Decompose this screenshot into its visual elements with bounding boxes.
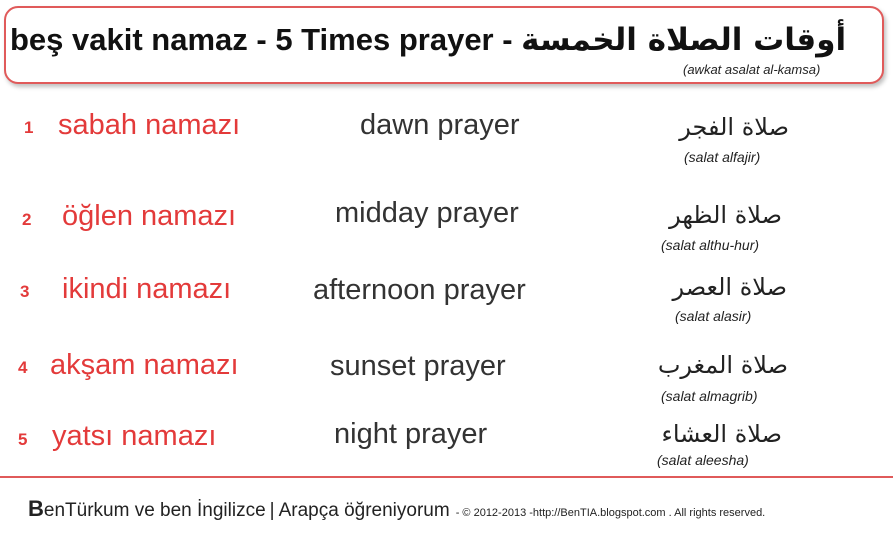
copyright-notice: - © 2012-2013 -http://BenTIA.blogspot.com . All rights reserved.	[455, 507, 766, 519]
arabic-term: صلاة العشاء	[661, 420, 782, 448]
row-number: 5	[18, 430, 28, 449]
turkish-term: ikindi namazı	[62, 273, 232, 305]
brand-tagline: Arapça öğreniyorum	[278, 500, 450, 521]
page-title	[10, 22, 846, 58]
turkish-term: akşam namazı	[50, 349, 239, 381]
english-term: sunset prayer	[330, 350, 506, 382]
english-term: dawn prayer	[360, 109, 520, 141]
turkish-term: öğlen namazı	[62, 200, 237, 232]
title-text: beş vakit namaz - 5 Times prayer -	[10, 22, 522, 57]
arabic-term: صلاة العصر	[672, 273, 787, 301]
arabic-transliteration: (salat alfajir)	[684, 149, 761, 165]
row-number: 3	[20, 282, 30, 301]
english-term: midday prayer	[335, 197, 519, 229]
row-number: 1	[24, 118, 34, 137]
arabic-transliteration: (salat alasir)	[675, 308, 752, 324]
footer-divider	[0, 476, 893, 478]
arabic-transliteration: (salat aleesha)	[657, 452, 749, 468]
row-number: 4	[18, 358, 28, 377]
brand-name: enTürkum ve ben İngilizce	[43, 500, 266, 521]
footer	[28, 496, 765, 522]
turkish-term: yatsı namazı	[52, 420, 217, 452]
arabic-transliteration: (salat althu-hur)	[661, 237, 760, 253]
arabic-transliteration: (salat almagrib)	[661, 388, 758, 404]
brand-initial: B	[28, 496, 44, 521]
arabic-term: صلاة الظهر	[669, 201, 782, 229]
turkish-term: sabah namazı	[58, 109, 241, 141]
arabic-term: صلاة المغرب	[657, 351, 788, 379]
title-transliteration: (awkat asalat al-kamsa)	[683, 62, 821, 77]
english-term: night prayer	[334, 418, 488, 450]
title-arabic: أوقات الصلاة الخمسة	[521, 22, 847, 58]
row-number: 2	[22, 210, 32, 229]
brand-separator: |	[269, 500, 275, 521]
english-term: afternoon prayer	[313, 274, 526, 306]
arabic-term: صلاة الفجر	[679, 113, 789, 141]
